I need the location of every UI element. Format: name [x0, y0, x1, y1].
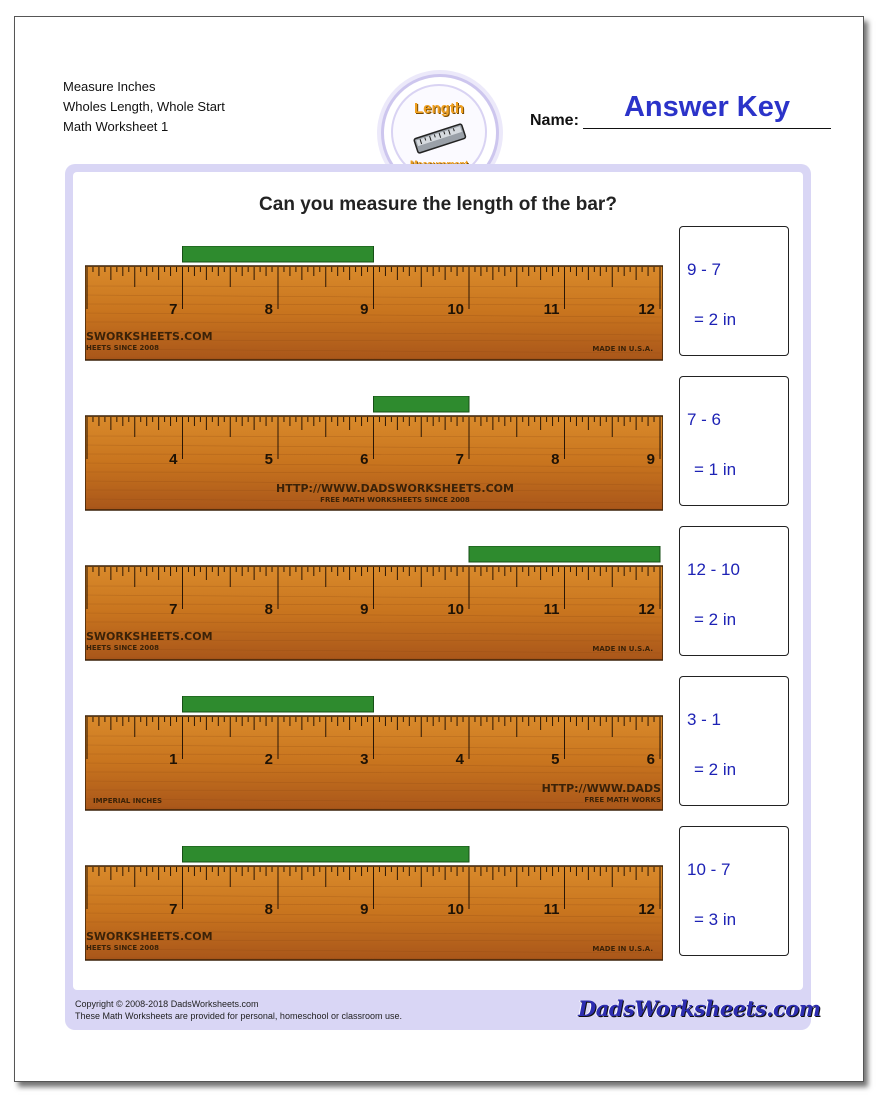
ruler-tick-label: 12	[638, 901, 655, 918]
ruler-tick-label: 9	[360, 301, 369, 318]
measured-bar	[183, 696, 374, 712]
ruler-tick-label: 10	[447, 601, 464, 618]
problems-panel	[73, 172, 803, 990]
ruler-imprint: FREE MATH WORKS	[584, 796, 661, 804]
ruler-tick-label: 7	[169, 301, 178, 318]
answer-key-title: Answer Key	[623, 91, 790, 123]
ruler-tick-label: 11	[543, 601, 560, 618]
dadsworksheets-brand-logo: DadsWorksheets.com	[578, 996, 821, 1021]
measured-bar	[183, 246, 374, 262]
answer-expression: 7 - 6	[687, 410, 722, 429]
measured-bar	[469, 546, 660, 562]
name-label: Name:	[530, 112, 579, 129]
ruler-imprint: SWORKSHEETS.COM	[86, 330, 213, 343]
ruler-tick-label: 2	[264, 751, 273, 768]
ruler-imprint: SWORKSHEETS.COM	[86, 630, 213, 643]
ruler-imprint: SWORKSHEETS.COM	[86, 930, 213, 943]
ruler-tick-label: 8	[551, 451, 560, 468]
footer-copyright	[75, 998, 402, 1022]
ruler-tick-label: 1	[169, 751, 178, 768]
ruler-imprint: MADE IN U.S.A.	[592, 345, 653, 353]
ruler-figure	[85, 546, 663, 680]
ruler-tick-label: 11	[543, 901, 560, 918]
ruler-tick-label: 5	[551, 751, 560, 768]
ruler-tick-label: 8	[264, 901, 273, 918]
usage-notice: These Math Worksheets are provided for personal, homeschool or classroom use.	[75, 1011, 402, 1021]
ruler-figure	[85, 396, 663, 530]
ruler-imprint: HEETS SINCE 2008	[86, 344, 160, 352]
problem-4	[73, 696, 803, 846]
ruler-tick-label: 9	[646, 451, 655, 468]
name-line	[583, 128, 831, 129]
ruler-tick-label: 8	[264, 601, 273, 618]
ruler-tick-label: 6	[360, 451, 369, 468]
ruler-figure	[85, 846, 663, 980]
ruler-tick-label: 7	[455, 451, 464, 468]
ruler-imprint: IMPERIAL INCHES	[93, 797, 163, 805]
answer-box	[679, 676, 789, 806]
ruler-tick-label: 5	[264, 451, 273, 468]
ruler-imprint: MADE IN U.S.A.	[592, 945, 653, 953]
ruler-imprint: MADE IN U.S.A.	[592, 645, 653, 653]
measured-bar	[183, 846, 470, 862]
ruler-tick-label: 11	[543, 301, 560, 318]
ruler-tick-label: 3	[360, 751, 369, 768]
worksheet-frame	[65, 164, 821, 1030]
ruler-tick-label: 12	[638, 301, 655, 318]
ruler-tick-label: 12	[638, 601, 655, 618]
answer-box	[679, 826, 789, 956]
problem-2	[73, 396, 803, 546]
ruler-tick-label: 4	[169, 451, 178, 468]
ruler-imprint: HEETS SINCE 2008	[86, 944, 160, 952]
answer-box	[679, 226, 789, 356]
answer-result: = 2 in	[694, 760, 737, 779]
ruler-tick-label: 10	[447, 301, 464, 318]
answer-result: = 1 in	[694, 460, 737, 479]
answer-box	[679, 526, 789, 656]
answer-result: = 2 in	[694, 610, 737, 629]
answer-box	[679, 376, 789, 506]
problem-5	[73, 846, 803, 996]
ruler-figure	[85, 696, 663, 830]
ruler-tick-label: 4	[455, 751, 464, 768]
ruler-imprint: HTTP://WWW.DADS	[541, 782, 661, 795]
problem-1	[73, 246, 803, 396]
ruler-tick-label: 6	[646, 751, 655, 768]
ruler-imprint: FREE MATH WORKSHEETS SINCE 2008	[320, 496, 470, 504]
ruler-icon	[412, 122, 468, 156]
header-worksheet-number: Math Worksheet 1	[63, 119, 169, 134]
ruler-tick-label: 9	[360, 901, 369, 918]
answer-result: = 2 in	[694, 310, 737, 329]
problem-3	[73, 546, 803, 696]
worksheet-header	[63, 77, 225, 137]
measured-bar	[374, 396, 470, 412]
answer-expression: 12 - 10	[687, 560, 740, 579]
header-topic: Measure Inches	[63, 79, 156, 94]
header-subtopic: Wholes Length, Whole Start	[63, 99, 225, 114]
ruler-tick-label: 7	[169, 901, 178, 918]
question-text: Can you measure the length of the bar?	[259, 194, 617, 215]
ruler-imprint: HTTP://WWW.DADSWORKSHEETS.COM	[276, 482, 514, 495]
ruler-tick-label: 9	[360, 601, 369, 618]
logo-title: Length	[414, 100, 464, 117]
ruler-imprint: HEETS SINCE 2008	[86, 644, 160, 652]
worksheet-page	[14, 16, 864, 1082]
answer-result: = 3 in	[694, 910, 737, 929]
copyright-text: Copyright © 2008-2018 DadsWorksheets.com	[75, 999, 259, 1009]
answer-expression: 10 - 7	[687, 860, 731, 879]
ruler-tick-label: 7	[169, 601, 178, 618]
ruler-tick-label: 10	[447, 901, 464, 918]
answer-expression: 3 - 1	[687, 710, 722, 729]
answer-expression: 9 - 7	[687, 260, 722, 279]
ruler-figure	[85, 246, 663, 380]
ruler-tick-label: 8	[264, 301, 273, 318]
